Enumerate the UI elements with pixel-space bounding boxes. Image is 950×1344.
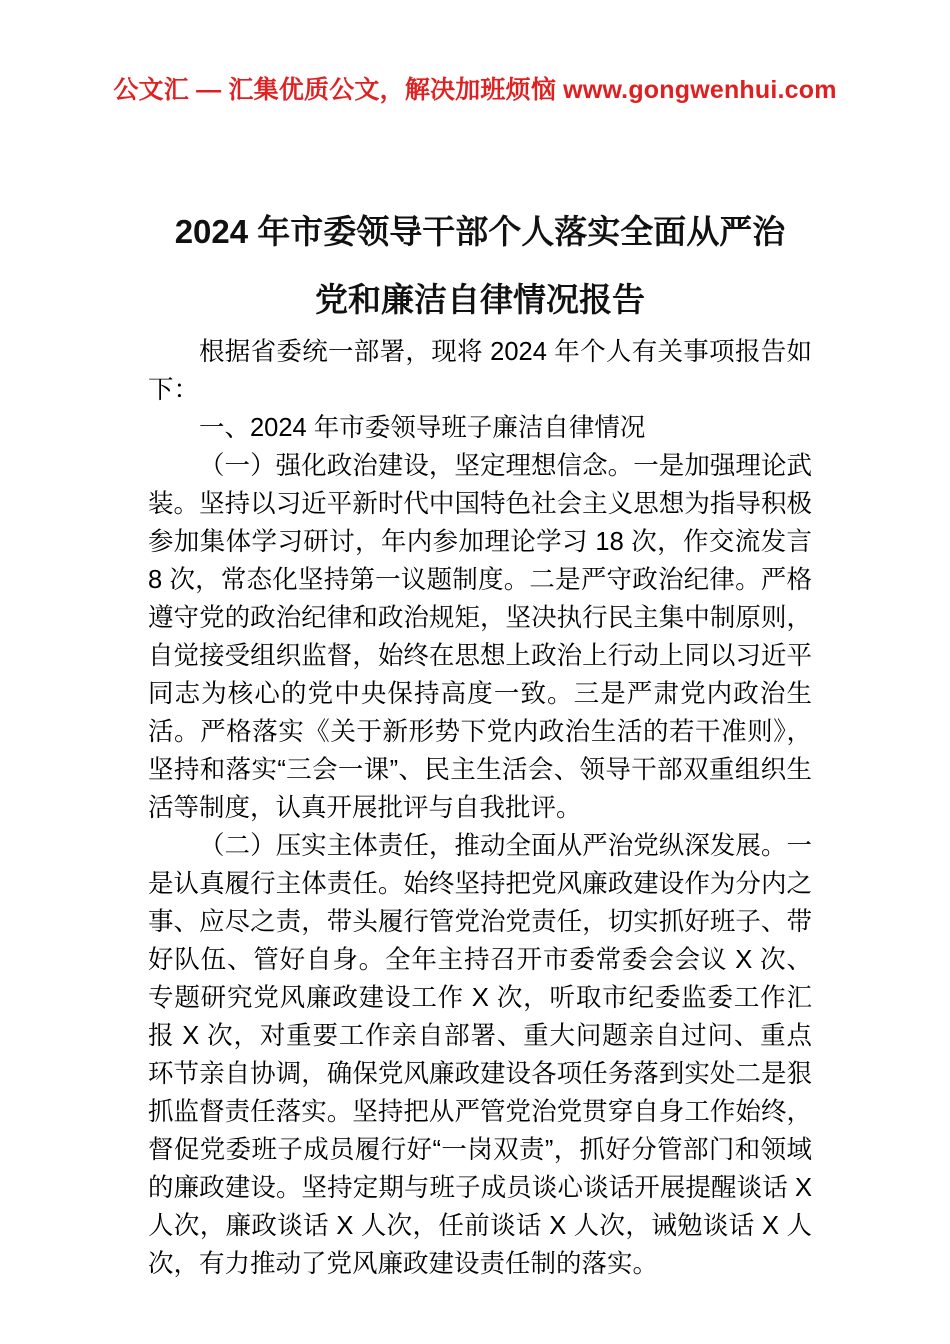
section-heading-1: 一、2024 年市委领导班子廉洁自律情况 <box>199 414 646 442</box>
document-title-line-1: 2024 年市委领导干部个人落实全面从严治 <box>174 213 786 251</box>
document-title <box>145 198 815 334</box>
document-title-line-2: 党和廉洁自律情况报告 <box>315 281 645 319</box>
paragraph-intro: 根据省委统一部署，现将 2024 年个人有关事项报告如下： <box>148 338 812 404</box>
paragraph-section-1-2: （二）压实主体责任，推动全面从严治党纵深发展。一是认真履行主体责任。始终坚持把党风廉政建设作为分内之事、应尽之责，带头履行管党治党责任，切实抓好班子、带好队伍、管好自身。全年主持召开市委常委会会议 X 次、专题研究党风廉政建设工作 X 次，听取市纪委监委工作汇报 X 次，对重要工作亲自部署、重大问题亲自过问、重点环节亲自协调，确保党风廉政建设各项任务落到实处二是狠抓监督责任落实。坚持把从严管党治党贯穿自身工作始终，督促党委班子成员履行好“一岗双责”，抓好分管部门和领域的廉政建设。坚持定期与班子成员谈心谈话开展提醒谈话 X 人次，廉政谈话 X 人次，任前谈话 X 人次，诫勉谈话 X 人次，有力推动了党风廉政建设责任制的落实。 <box>148 832 812 1278</box>
watermark-text: 公文汇 — 汇集优质公文，解决加班烦恼 www.gongwenhui.com <box>113 76 837 104</box>
paragraph-section-1-1: （一）强化政治建设，坚定理想信念。一是加强理论武装。坚持以习近平新时代中国特色社会主义思想为指导积极参加集体学习研讨，年内参加理论学习 18 次，作交流发言 8 次，常态化坚持第一议题制度。二是严守政治纪律。严格遵守党的政治纪律和政治规矩，坚决执行民主集中制原则，自觉接受组织监督，始终在思想上政治上行动上同以习近平同志为核心的党中央保持高度一致。三是严肃党内政治生活。严格落实《关于新形势下党内政治生活的若干准则》，坚持和落实“三会一课”、民主生活会、领导干部双重组织生活等制度，认真开展批评与自我批评。 <box>148 452 812 822</box>
site-watermark-header <box>0 78 950 103</box>
document-body <box>148 333 812 1283</box>
